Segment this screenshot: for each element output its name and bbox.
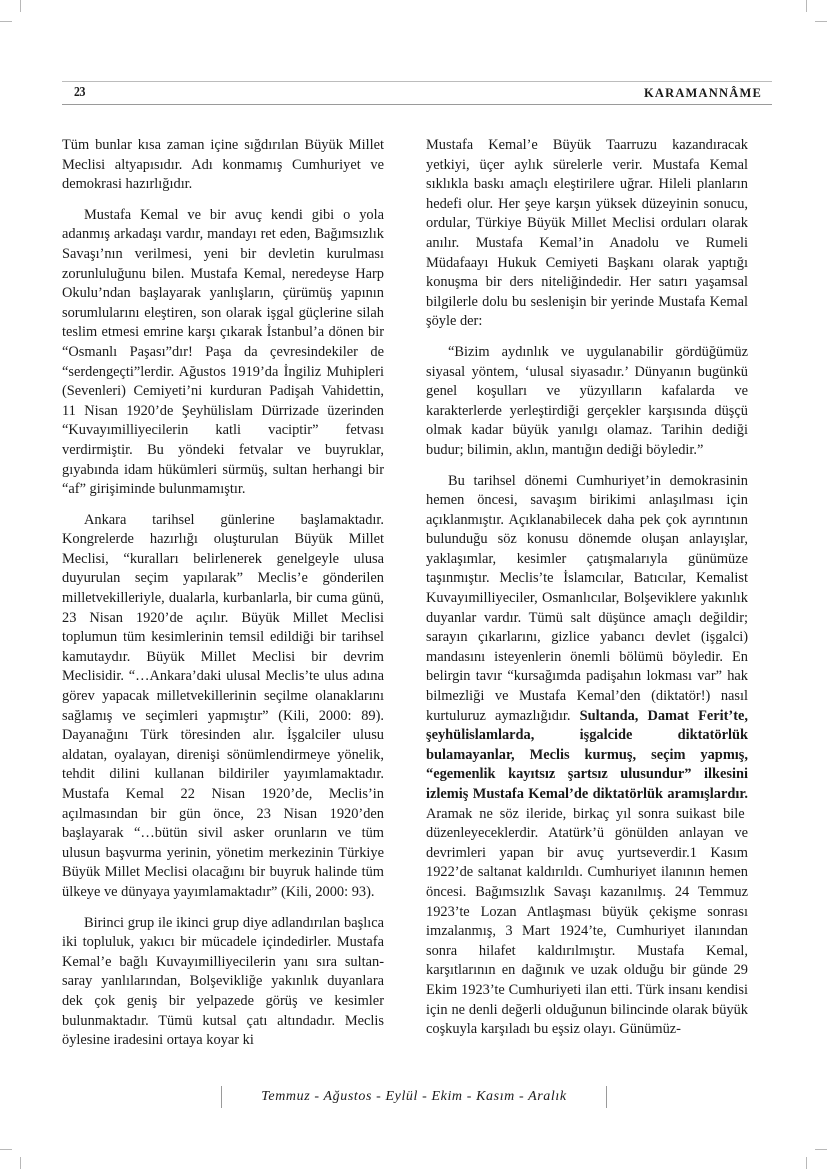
paragraph: Birinci grup ile ikinci grup diye adlandırılan başlıca iki topluluk, yakıcı bir mücadele içindedirler. Mustafa Kemal’e bağlı Kuvayımilliyecilerin yanı sıra sultan-saray yanlılarından, Bolşevikliğe yakınlık duyanlara dek çok geniş bir yelpazede görüş ve kesimler bulunmaktadır. Tümü kutsal çatı altındadır. Meclis öylesine iradesini ortaya koyar ki: [62, 914, 384, 1049]
paragraph: Ankara tarihsel günlerine başlamaktadır. Kongrelerde hazırlığı oluşturulan Büyük Millet Meclisi, “kuralları belirlenerek genelgeyle ulusa duyurulan seçim yapılarak” Meclis’e gönderilen milletvekilleriyle, dualarla, kurbanlarla, bir cuma günü, 23 Nisan 1920’de açılır. Büyük Millet Meclisi toplumun tüm kesimlerinin temsil edildiği bir tarihsel kamutaydır. Büyük Millet Meclisi bir devrim Meclisidir. “…Ankara’daki ulusal Meclis’te ulus adına görev yapacak milletvekillerinin seçilme olanaklarını sağlamış ve seçimleri yapmıştır” (Kili, 2000: 89). Dayanağını Türk töresinden alır. İşgalciler ulusu aldatan, oyalayan, direnişi sönümlendirmeye yönelik, tehdit dilini kullanan bildiriler yayımlamaktadır. Mustafa Kemal 22 Nisan 1920’de, Meclis’in açılmasından bir gün önce, 23 Nisan 1920’den başlayarak “…bütün sivil asker orunların ve tüm ulusun başvurma yerinin, yönetim merkezinin Türkiye Büyük Millet Meclisi olacağını bir buyruk halinde tüm ülkeye ve dünyaya yayımlamaktadır” (Kili, 2000: 93).: [62, 511, 384, 900]
paragraph: [426, 472, 748, 1040]
journal-title: KARAMANNÂME: [643, 86, 762, 100]
paragraph-text: Bu tarihsel dönemi Cumhuriyet’in demokrasinin hemen öncesi, savaşım birikimi anlaşılması için açıklanmıştır. Açıklanabilecek daha pek çok ayrıntının bulunduğu söz konusu dönemde oluşan anlayışlar, yaklaşımlar, kesimler çatışmalarıyla günümüze taşınmıştır. Meclis’te İslamcılar, Batıcılar, Kemalist Kuvayımilliyeciler, Osmanlıcılar, Bolşeviklere yakınlık duyanlar vardır. Tümü salt düşünce amaçlı değildir; sarayın çıkarlarını, gizlice yabancı devlet (işgalci) mandasını isteyenlerin önemli bölümü böyledir. En belirgin tavır “kursağımda padişahın lokması var” hak bilmezliği ve Mustafa Kemal’den (diktatör!) nasıl kurtuluruz aymazlığıdır.: [426, 472, 748, 724]
right-column: [426, 136, 748, 1051]
block-quote: “Bizim aydınlık ve uygulanabilir gördüğümüz siyasal yöntem, ‘ulusal siyasadır.’ Dünyanın bugünkü genel koşulları ve yüzyılların kafalarda ve karakterlerde yerleştirdiği gerçekler karşısında düşçü olmak kadar büyük yanılgı olamaz. Tarihin dediği budur; bilimin, aklın, mantığın dediği böyledir.”: [426, 343, 748, 458]
bold-emphasis: Sultanda, Damat Ferit’te, şeyhülislamlarda, işgalcide diktatörlük bulamayanlar, Meclis kurmuş, seçim yapmış, “egemenlik kayıtsız şartsız ulusundur” ilkesini izlemiş Mustafa Kemal’de diktatörlük aramışlardır.: [426, 707, 748, 802]
left-column: [62, 136, 384, 1062]
crop-mark-top-left-v: [20, 0, 21, 12]
page-number: 23: [74, 85, 86, 100]
running-footer: [221, 1086, 607, 1108]
crop-mark-top-right-h: [815, 21, 827, 22]
paragraph-text: Aramak ne söz ileride, birkaç yıl sonra suikast bile düzenleyeceklerdir. Atatürk’ü gönülden anlayan ve devrimleri yapan bir avuç yurtseverdir.1 Kasım 1922’de saltanat kaldırıldı. Cumhuriyet ilanının hemen öncesi. Bağımsızlık Savaşı kazanılmış. 24 Temmuz 1923’te Lozan Antlaşması büyük çekişme sonrası imzalanmış, 3 Mart 1924’te, Cumhuriyet ilanından sonra hilafet kaldırılmıştır. Mustafa Kemal, karşıtlarının en dağınık ve uzak olduğu bir günde 29 Ekim 1923’te Cumhuriyeti ilan etti. Türk insanı kendisi için ne denli değerli olduğunun bilincinde olarak büyük coşkuyla karşıladı bu eşsiz olayı. Günümüz-: [426, 805, 748, 1038]
crop-mark-bottom-right-v: [806, 1157, 807, 1169]
paragraph: Mustafa Kemal’e Büyük Taarruzu kazandıracak yetkiyi, üçer aylık sürelerle verir. Mustafa Kemal sıklıkla baskı amaçlı eleştirilere uğrar. Hileli planların hedefi olur. Her şeye karşın yüksek düzeyinin sonucu, ordular, Türkiye Büyük Millet Meclisi orduları olarak anılır. Mustafa Kemal’in Anadolu ve Rumeli Müdafaayı Hukuk Cemiyeti Başkanı olarak yaptığı konuşma bir ders niteliğindedir. Her satırı yaşamsal bilgilerle dolu bu seslenişin bir yerinde Mustafa Kemal şöyle der:: [426, 137, 748, 330]
crop-mark-top-right-v: [806, 0, 807, 12]
crop-mark-bottom-left-h: [0, 1149, 12, 1150]
crop-mark-bottom-right-h: [815, 1149, 827, 1150]
running-header: [62, 81, 772, 105]
issue-months: Temmuz - Ağustos - Eylül - Ekim - Kasım - Aralık: [261, 1089, 567, 1104]
paragraph: Mustafa Kemal ve bir avuç kendi gibi o yola adanmış arkadaşı vardır, mandayı ret eden, Bağımsızlık Savaşı’nın verilmesi, yeni bir devletin kurulması zorunluluğunu bilen. Mustafa Kemal, neredeyse Harp Okulu’ndan başlayarak yanlışların, çürümüş yapının sorumlularını eleştiren, son olarak işgal güçlerine silah teslim etmesi emrine karşı çıkarak İstanbul’a dönen bir “Osmanlı Paşası”dır! Paşa da çevresindekiler de “serdengeçti”lerdir. Ağustos 1919’da İngiliz Muhipleri (Sevenleri) Cemiyeti’ni kurduran Padişah Vahidettin, 11 Nisan 1920’de Şeyhülislam Dürrizade üzerinden “Kuvayımilliyecilerin katli vaciptir” fetvası verdirmiştir. Bu yöndeki fetvalar ve buyruklar, gıyabında idam hükümleri sürmüş, sultan herhangi bir “af” girişiminde bulunmamıştır.: [62, 206, 384, 498]
paragraph: Tüm bunlar kısa zaman içine sığdırılan Büyük Millet Meclisi altyapısıdır. Adı konmamış Cumhuriyet ve demokrasi hazırlığıdır.: [62, 137, 384, 193]
crop-mark-bottom-left-v: [20, 1157, 21, 1169]
crop-mark-top-left-h: [0, 21, 12, 22]
